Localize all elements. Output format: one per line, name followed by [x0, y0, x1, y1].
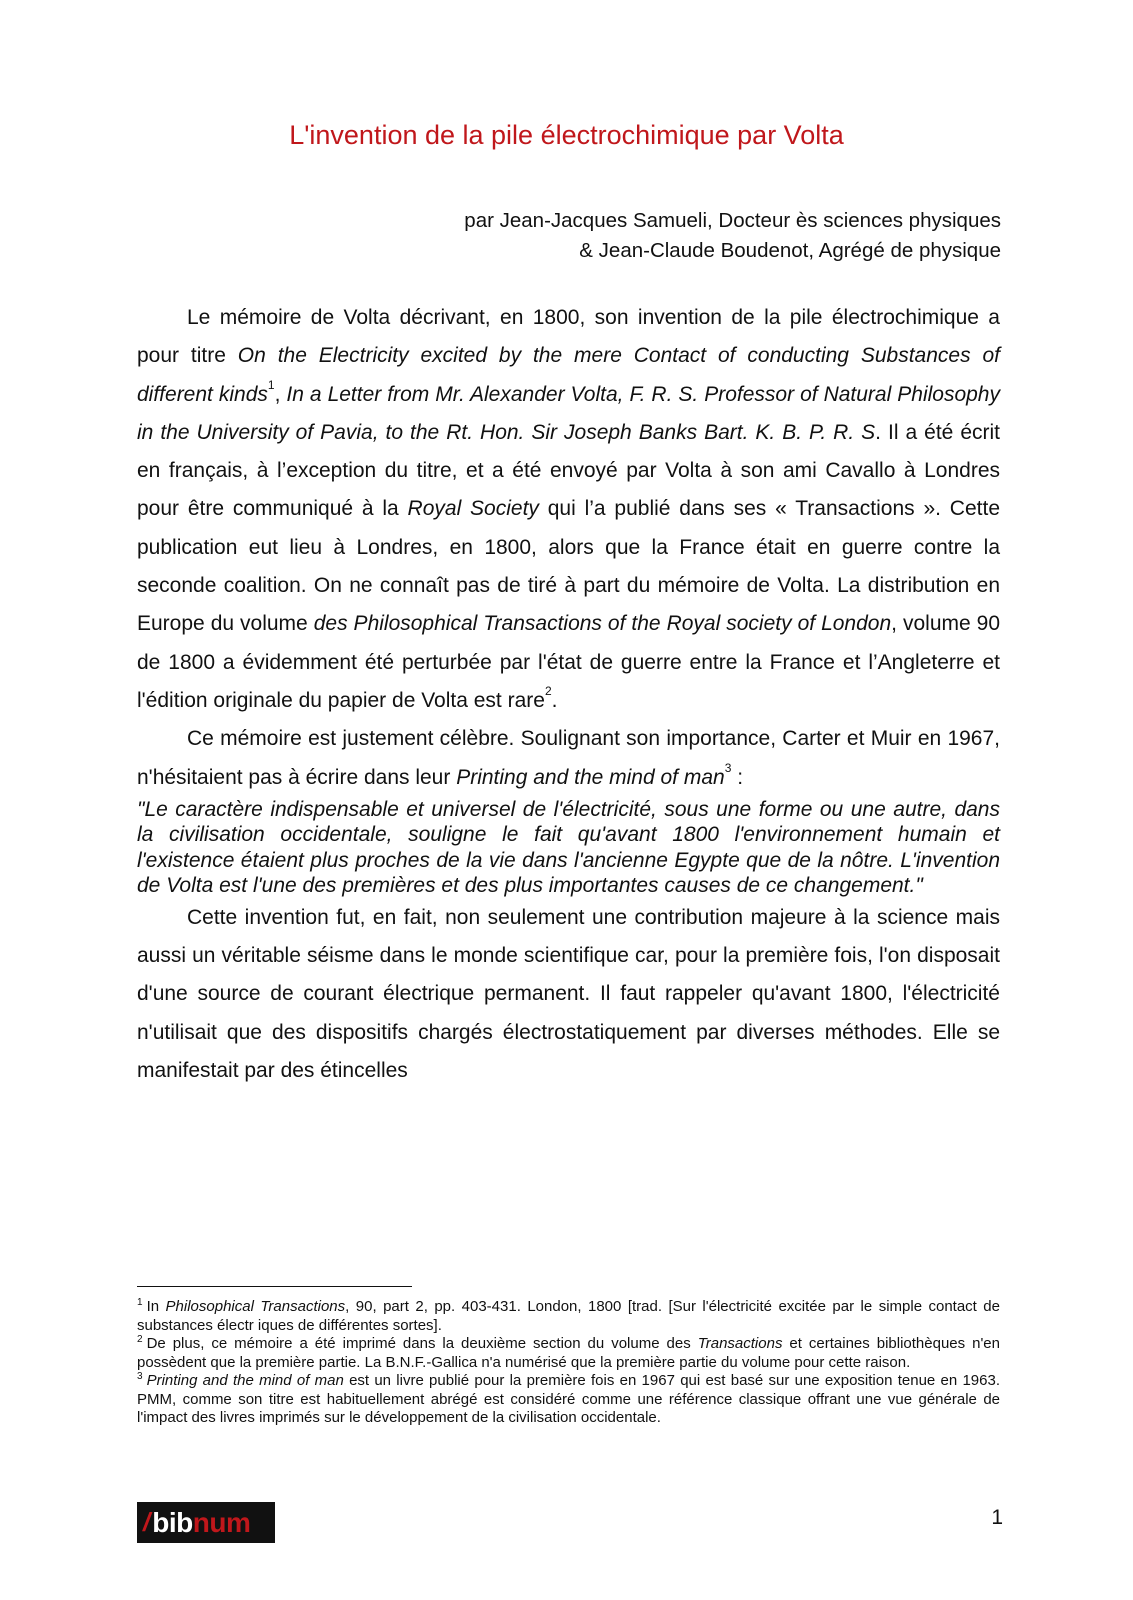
- author-line-2: & Jean-Claude Boudenot, Agrégé de physique: [579, 239, 1001, 262]
- logo-mark: /: [143, 1507, 151, 1537]
- page-number: 1: [991, 1506, 1003, 1529]
- footnote-ref-1[interactable]: 1: [267, 377, 275, 392]
- paragraph-1: Le mémoire de Volta décrivant, en 1800, son invention de la pile électrochimique a pour titre On the Electricity excited by the mere Contact of conducting Substances of different kinds$^1$, In a Letter from Mr. Alexander Volta, F. R. S. Professor of Natural Philosophy in the University of Pavia, to the Rt. Hon. Sir Joseph Banks Bart. K. B. P. R. S. Il a été écrit en français, à l’exception du titre, et a été envoyé par Volta à son ami Cavallo à Londres pour être communiqué à la Royal Society qui l’a publié dans ses « Transactions ». Cette publication eut lieu à Londres, en 1800, alors que la France était en guerre contre la seconde coalition. On ne connaît pas de tiré à part du mémoire de Volta. La distribution en Europe du volume des Philosophical Transactions of the Royal society of London, volume 90 de 1800 a évidemment été perturbée par l'état de guerre entre la France et l’Angleterre et l'édition originale du papier de Volta est rare$^2$.: [137, 306, 1001, 712]
- footnote-ref-3[interactable]: 3: [724, 760, 732, 775]
- paragraph-2: Ce mémoire est justement célèbre. Soulignant son importance, Carter et Muir en 1967, n'hésitaient pas à écrire dans leur Printing and the mind of man$^3$ :: [137, 727, 1000, 789]
- block-quote: "Le caractère indispensable et universel de l'électricité, sous une forme ou une autre, dans la civilisation occidentale, souligne le fait qu'avant 1800 l'environnement humain et l'existence étaient plus proches de la vie dans l'ancienne Egypte que de la nôtre. L'invention de Volta est l'une des premières et des plus importantes causes de ce changement.": [137, 797, 1000, 898]
- footnote-2: $^2$ De plus, ce mémoire a été imprimé dans la deuxième section du volume des Transactions et certaines bibliothèques n'en possèdent que la première partie. La B.N.F.-Gallica n'a numérisé que la première partie du volume pour cette raison.: [137, 1334, 1000, 1371]
- footnote-divider: [137, 1286, 412, 1287]
- bibnum-logo-icon[interactable]: [137, 1502, 275, 1543]
- footnote-ref-2[interactable]: 2: [544, 683, 552, 698]
- page-title: L'invention de la pile électrochimique par Volta: [289, 120, 844, 150]
- body-text: [137, 299, 1000, 1090]
- footnotes: [137, 1298, 1000, 1428]
- logo-text-num: num: [192, 1506, 251, 1538]
- footnote-1: $^1$ In Philosophical Transactions, 90, part 2, pp. 403-431. London, 1800 [trad. [Sur l'électricité excitée par le simple contact de substances électr iques de différentes sortes].: [137, 1297, 1000, 1334]
- authors-block: [464, 206, 1001, 266]
- author-line-1: par Jean-Jacques Samueli, Docteur ès sciences physiques: [464, 209, 1001, 232]
- logo-text-bib: bib: [152, 1506, 193, 1538]
- paragraph-3: Cette invention fut, en fait, non seulement une contribution majeure à la science mais aussi un véritable séisme dans le monde scientifique car, pour la première fois, l'on disposait d'une source de courant électrique permanent. Il faut rappeler qu'avant 1800, l'électricité n'utilisait que des dispositifs chargés électrostatiquement par diverses méthodes. Elle se manifestait par des étincelles: [137, 905, 1000, 1083]
- footnote-3: $^3$ Printing and the mind of man est un livre publié pour la première fois en 1967 qui est basé sur une exposition tenue en 1963. PMM, comme son titre est habituellement abrégé est considéré comme une référence classique offrant une vue générale de l'impact des livres imprimés sur le développement de la civilisation occidentale.: [137, 1371, 1000, 1426]
